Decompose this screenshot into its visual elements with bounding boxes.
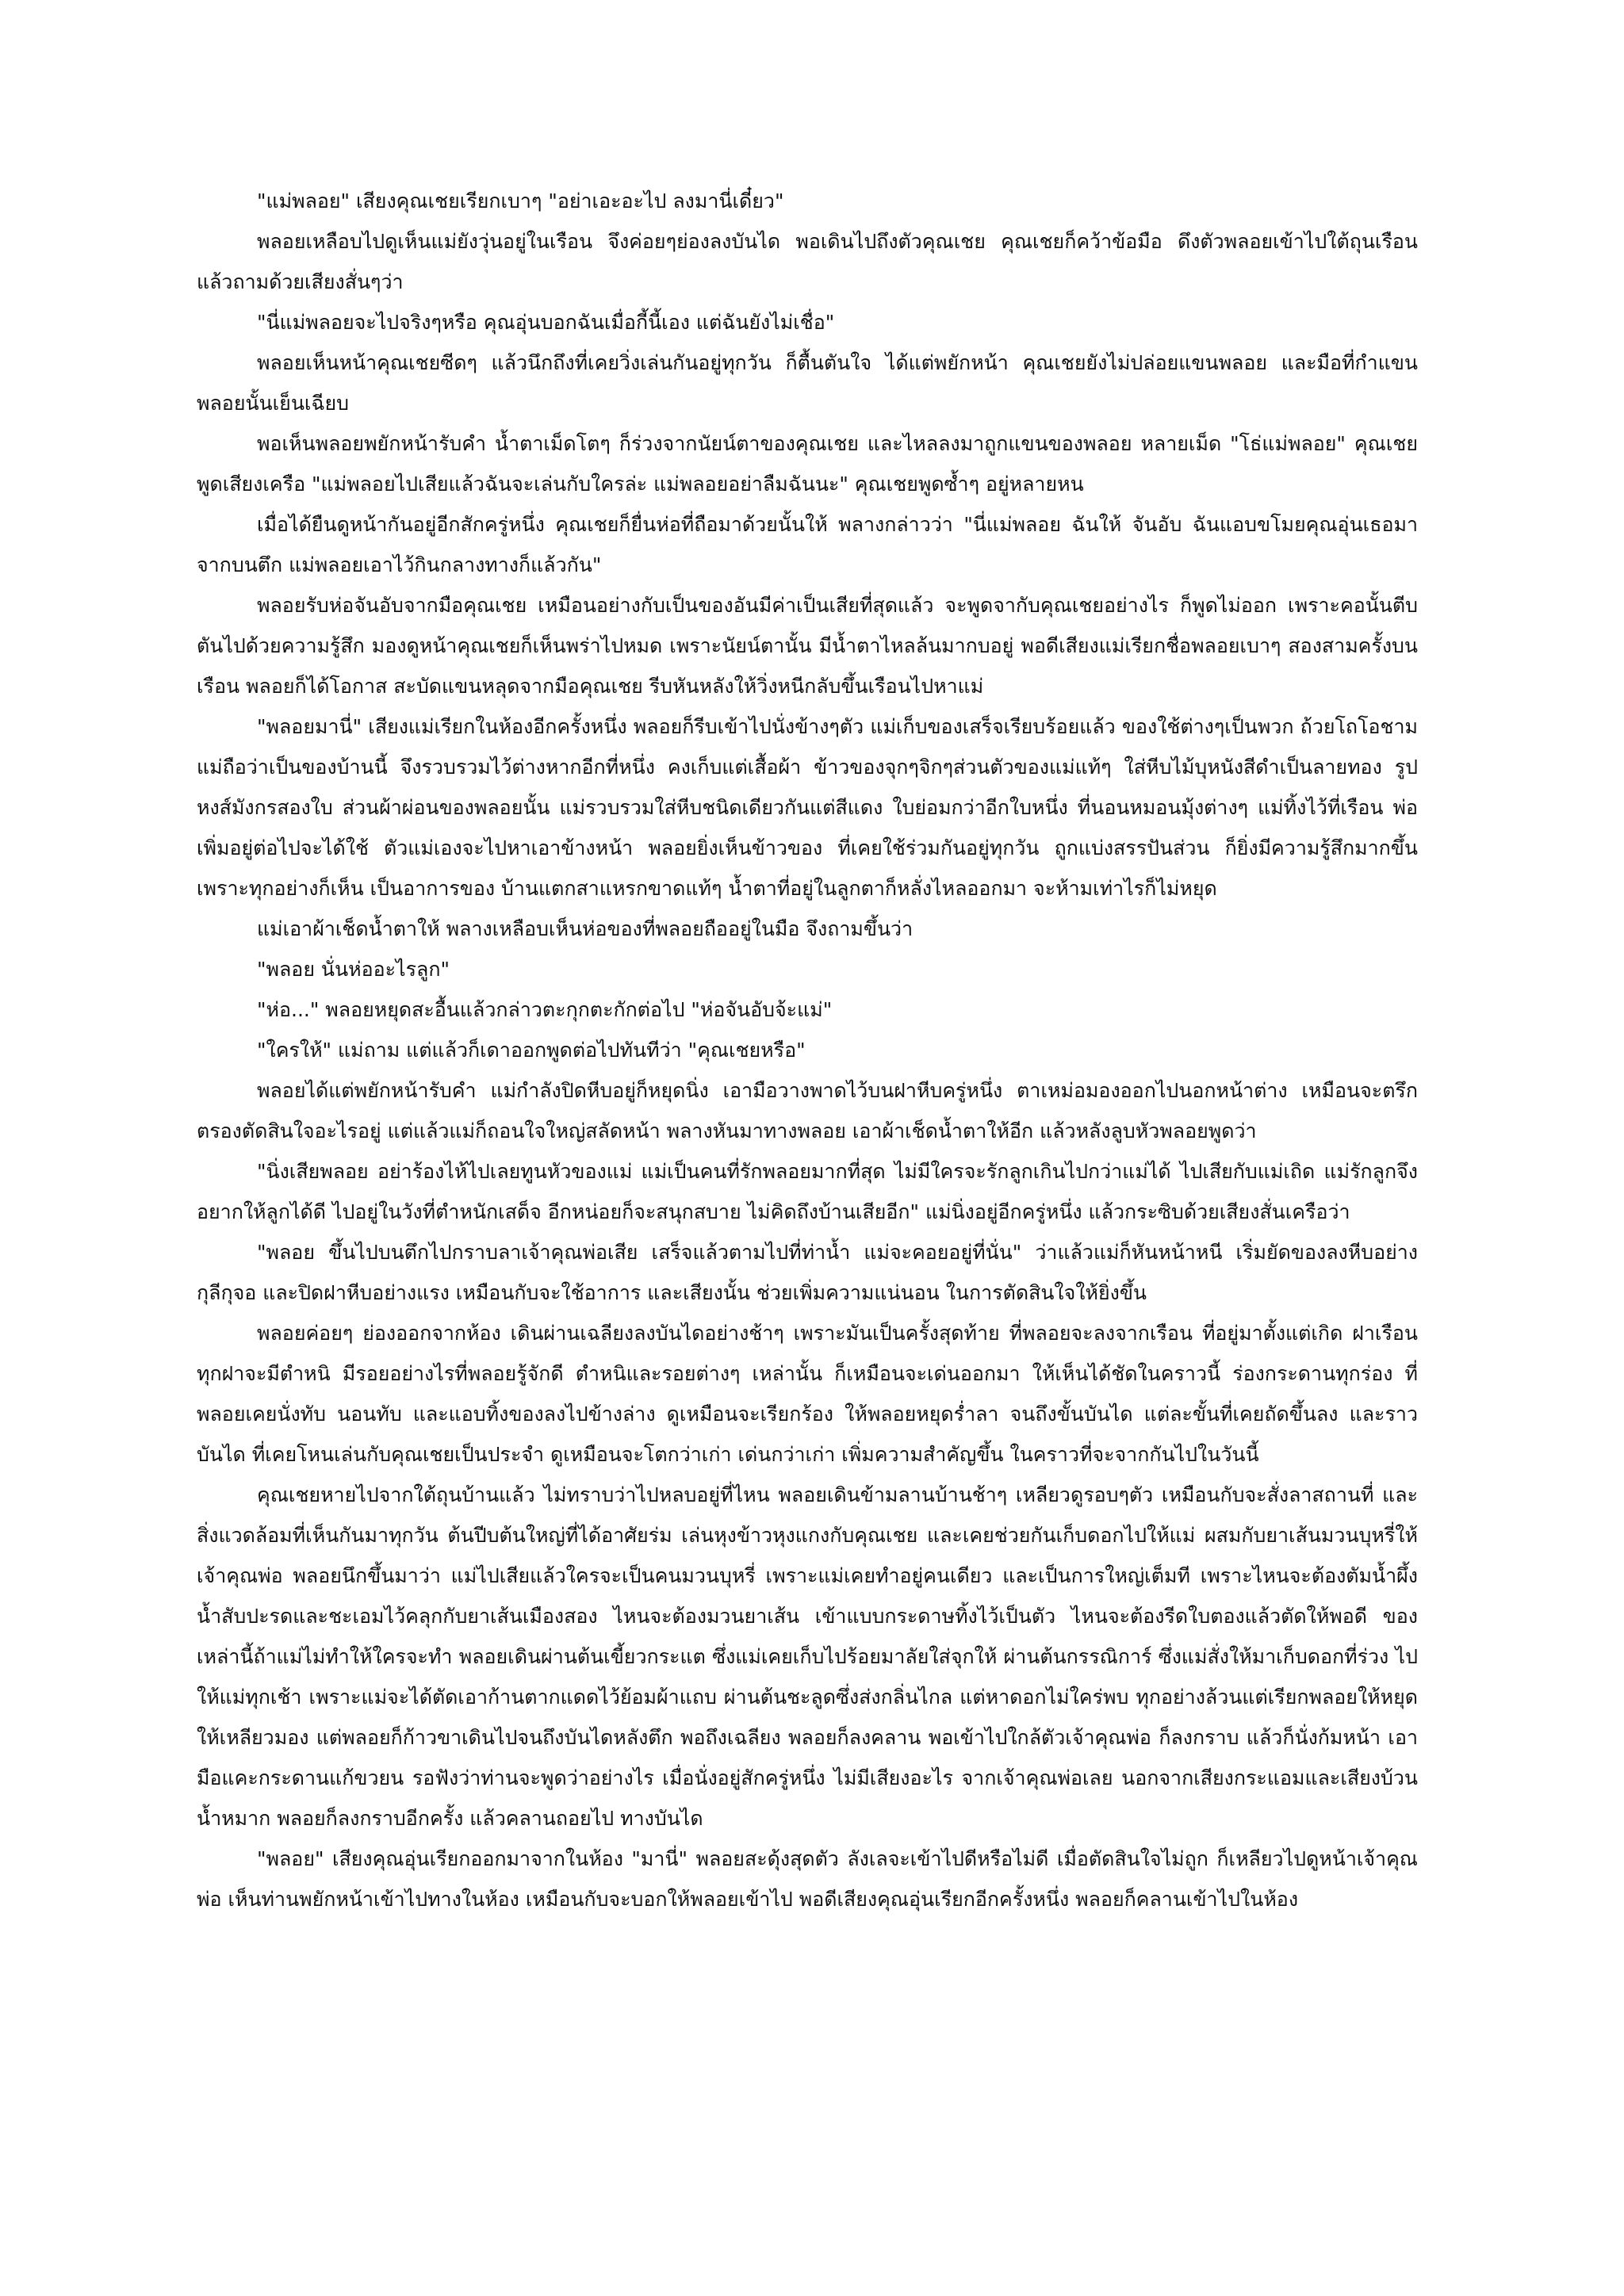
paragraph: พลอยเหลือบไปดูเห็นแม่ยังวุ่นอยู่ในเรือน จึงค่อยๆย่องลงบันได พอเดินไปถึงตัวคุณเชย คุณเชยก็คว้าข้อมือ ดึงตัวพลอยเข้าไปใต้ถุนเรือน แล้วถามด้วยเสียงสั่นๆว่า [197,230,1418,293]
paragraph: "ใครให้" แม่ถาม แต่แล้วก็เดาออกพูดต่อไปทันทีว่า "คุณเชยหรือ" [257,1039,806,1062]
paragraph: พลอยได้แต่พยักหน้ารับคำ แม่กำลังปิดหีบอยู่ก็หยุดนิ่ง เอามือวางพาดไว้บนฝาหีบครู่หนึ่ง ตาเหม่อมองออกไปนอกหน้าต่าง เหมือนจะตรึกตรองตัดสินใจอะไรอยู่ แต่แล้วแม่ก็ถอนใจใหญ่สลัดหน้า พลางหันมาทางพลอย เอาผ้าเช็ดน้ำตาให้อีก แล้วหลังลูบหัวพลอยพูดว่า [197,1079,1418,1142]
paragraph: พลอยค่อยๆ ย่องออกจากห้อง เดินผ่านเฉลียงลงบันไดอย่างช้าๆ เพราะมันเป็นครั้งสุดท้าย ที่พลอยจะลงจากเรือน ที่อยู่มาตั้งแต่เกิด ฝาเรือนทุกฝาจะมีตำหนิ มีรอยอย่างไรที่พลอยรู้จักดี ตำหนิและรอยต่างๆ เหล่านั้น ก็เหมือนจะเด่นออกมา ให้เห็นได้ชัดในคราวนี้ ร่องกระดานทุกร่อง ที่พลอยเคยนั่งทับ นอนทับ และแอบทิ้งของลงไปข้างล่าง ดูเหมือนจะเรียกร้อง ให้พลอยหยุดร่ำลา จนถึงขั้นบันได แต่ละขั้นที่เคยถัดขึ้นลง และราวบันได ที่เคยโหนเล่นกับคุณเชยเป็นประจำ ดูเหมือนจะโตกว่าเก่า เด่นกว่าเก่า เพิ่มความสำคัญขึ้น ในคราวที่จะจากกันไปในวันนี้ [197,1322,1418,1466]
paragraph: "พลอย ขึ้นไปบนตึกไปกราบลาเจ้าคุณพ่อเสีย เสร็จแล้วตามไปที่ท่าน้ำ แม่จะคอยอยู่ที่นั่น" ว่าแล้วแม่ก็หันหน้าหนี เริ่มยัดของลงหีบอย่างกุลีกุจอ และปิดฝาหีบอย่างแรง เหมือนกับจะใช้อาการ และเสียงนั้น ช่วยเพิ่มความแน่นอน ในการตัดสินใจให้ยิ่งขึ้น [197,1241,1418,1304]
body-text [197,181,1418,1919]
paragraph: พลอยเห็นหน้าคุณเชยซีดๆ แล้วนึกถึงที่เคยวิ่งเล่นกันอยู่ทุกวัน ก็ตื้นตันใจ ได้แต่พยักหน้า คุณเชยยังไม่ปล่อยแขนพลอย และมือที่กำแขนพลอยนั้นเย็นเฉียบ [197,351,1418,415]
paragraph: "พลอย นั่นห่ออะไรลูก" [257,958,450,981]
paragraph: "ห่อ..." พลอยหยุดสะอื้นแล้วกล่าวตะกุกตะกักต่อไป "ห่อจันอับจ้ะแม่" [257,998,833,1021]
paragraph: "พลอยมานี่" เสียงแม่เรียกในห้องอีกครั้งหนึ่ง พลอยก็รีบเข้าไปนั่งข้างๆตัว แม่เก็บของเสร็จเรียบร้อยแล้ว ของใช้ต่างๆเป็นพวก ถ้วยโถโอชาม แม่ถือว่าเป็นของบ้านนี้ จึงรวบรวมไว้ต่างหากอีกที่หนึ่ง คงเก็บแต่เสื้อผ้า ข้าวของจุกๆจิกๆส่วนตัวของแม่แท้ๆ ใส่หีบไม้บุหนังสีดำเป็นลายทอง รูปหงส์มังกรสองใบ ส่วนผ้าผ่อนของพลอยนั้น แม่รวบรวมใส่หีบชนิดเดียวกันแต่สีแดง ใบย่อมกว่าอีกใบหนึ่ง ที่นอนหมอนมุ้งต่างๆ แม่ทิ้งไว้ที่เรือน พ่อเพิ่มอยู่ต่อไปจะได้ใช้ ตัวแม่เองจะไปหาเอาข้างหน้า พลอยยิ่งเห็นข้าวของ ที่เคยใช้ร่วมกันอยู่ทุกวัน ถูกแบ่งสรรปันส่วน ก็ยิ่งมีความรู้สึกมากขึ้น เพราะทุกอย่างก็เห็น เป็นอาการของ บ้านแตกสาแหรกขาดแท้ๆ น้ำตาที่อยู่ในลูกตาก็หลั่งไหลออกมา จะห้ามเท่าไรก็ไม่หยุด [197,715,1418,900]
paragraph: "แม่พลอย" เสียงคุณเชยเรียกเบาๆ "อย่าเอะอะไป ลงมานี่เดี๋ยว" [257,189,784,212]
paragraph: เมื่อได้ยืนดูหน้ากันอยู่อีกสักครู่หนึ่ง คุณเชยก็ยื่นห่อที่ถือมาด้วยนั้นให้ พลางกล่าวว่า "นี่แม่พลอย ฉันให้ จันอับ ฉันแอบขโมยคุณอุ่นเธอมาจากบนตึก แม่พลอยเอาไว้กินกลางทางก็แล้วกัน" [197,513,1418,576]
paragraph: "นิ่งเสียพลอย อย่าร้องไห้ไปเลยทูนหัวของแม่ แม่เป็นคนที่รักพลอยมากที่สุด ไม่มีใครจะรักลูกเกินไปกว่าแม่ได้ ไปเสียกับแม่เถิด แม่รักลูกจึงอยากให้ลูกได้ดี ไปอยู่ในวังที่ตำหนักเสด็จ อีกหน่อยก็จะสนุกสบาย ไม่คิดถึงบ้านเสียอีก" แม่นิ่งอยู่อีกครู่หนึ่ง แล้วกระซิบด้วยเสียงสั่นเครือว่า [197,1160,1418,1223]
paragraph: พลอยรับห่อจันอับจากมือคุณเชย เหมือนอย่างกับเป็นของอันมีค่าเป็นเสียที่สุดแล้ว จะพูดจากับคุณเชยอย่างไร ก็พูดไม่ออก เพราะคอนั้นตีบตันไปด้วยความรู้สึก มองดูหน้าคุณเชยก็เห็นพร่าไปหมด เพราะนัยน์ตานั้น มีน้ำตาไหลล้นมากบอยู่ พอดีเสียงแม่เรียกชื่อพลอยเบาๆ สองสามครั้งบนเรือน พลอยก็ได้โอกาส สะบัดแขนหลุดจากมือคุณเชย รีบหันหลังให้วิ่งหนีกลับขึ้นเรือนไปหาแม่ [197,594,1418,698]
paragraph: แม่เอาผ้าเช็ดน้ำตาให้ พลางเหลือบเห็นห่อของที่พลอยถืออยู่ในมือ จึงถามขึ้นว่า [257,917,914,940]
paragraph: คุณเชยหายไปจากใต้ถุนบ้านแล้ว ไม่ทราบว่าไปหลบอยู่ที่ไหน พลอยเดินข้ามลานบ้านช้าๆ เหลียวดูรอบๆตัว เหมือนกับจะสั่งลาสถานที่ และสิ่งแวดล้อมที่เห็นกันมาทุกวัน ต้นปีบต้นใหญ่ที่ได้อาศัยร่ม เล่นหุงข้าวหุงแกงกับคุณเชย และเคยช่วยกันเก็บดอกไปให้แม่ ผสมกับยาเส้นมวนบุหรี่ให้เจ้าคุณพ่อ พลอยนึกขึ้นมาว่า แม่ไปเสียแล้วใครจะเป็นคนมวนบุหรี่ เพราะแม่เคยทำอยู่คนเดียว และเป็นการใหญ่เต็มที เพราะไหนจะต้องตัมน้ำผึ้ง น้ำสับปะรดและชะเอมไว้คลุกกับยาเส้นเมืองสอง ไหนจะต้องมวนยาเส้น เข้าแบบกระดาษทิ้งไว้เป็นตัว ไหนจะต้องรีดใบตองแล้วตัดให้พอดี ของเหล่านี้ถ้าแม่ไม่ทำให้ใครจะทำ พลอยเดินผ่านต้นเขี้ยวกระแต ซึ่งแม่เคยเก็บไปร้อยมาลัยใส่จุกให้ ผ่านต้นกรรณิการ์ ซึ่งแม่สั่งให้มาเก็บดอกที่ร่วง ไปให้แม่ทุกเช้า เพราะแม่จะได้ตัดเอาก้านตากแดดไว้ย้อมผ้าแถบ ผ่านต้นชะลูดซึ่งส่งกลิ่นไกล แต่หาดอกไม่ใคร่พบ ทุกอย่างล้วนแต่เรียกพลอยให้หยุด ให้เหลียวมอง แต่พลอยก็ก้าวขาเดินไปจนถึงบันไดหลังตึก พอถึงเฉลียง พลอยก็ลงคลาน พอเข้าไปใกล้ตัวเจ้าคุณพ่อ ก็ลงกราบ แล้วก็นั่งก้มหน้า เอามือแคะกระดานแก้ขวยน รอฟังว่าท่านจะพูดว่าอย่างไร เมื่อนั่งอยู่สักครู่หนึ่ง ไม่มีเสียงอะไร จากเจ้าคุณพ่อเลย นอกจากเสียงกระแอมและเสียงบ้วนน้ำหมาก พลอยก็ลงกราบอีกครั้ง แล้วคลานถอยไป ทางบันได [197,1483,1418,1830]
paragraph: พอเห็นพลอยพยักหน้ารับคำ น้ำตาเม็ดโตๆ ก็ร่วงจากนัยน์ตาของคุณเชย และไหลลงมาถูกแขนของพลอย หลายเม็ด "โธ่แม่พลอย" คุณเชยพูดเสียงเครือ "แม่พลอยไปเสียแล้วฉันจะเล่นกับใครล่ะ แม่พลอยอย่าลืมฉันนะ" คุณเชยพูดซ้ำๆ อยู่หลายหน [197,432,1418,496]
paragraph: "นี่แม่พลอยจะไปจริงๆหรือ คุณอุ่นบอกฉันเมื่อกี้นี้เอง แต่ฉันยังไม่เชื่อ" [257,311,835,334]
paragraph: "พลอย" เสียงคุณอุ่นเรียกออกมาจากในห้อง "มานี่" พลอยสะดุ้งสุดตัว ลังเลจะเข้าไปดีหรือไม่ดี เมื่อตัดสินใจไม่ถูก ก็เหลียวไปดูหน้าเจ้าคุณพ่อ เห็นท่านพยักหน้าเข้าไปทางในห้อง เหมือนกับจะบอกให้พลอยเข้าไป พอดีเสียงคุณอุ่นเรียกอีกครั้งหนึ่ง พลอยก็คลานเข้าไปในห้อง [197,1847,1418,1911]
